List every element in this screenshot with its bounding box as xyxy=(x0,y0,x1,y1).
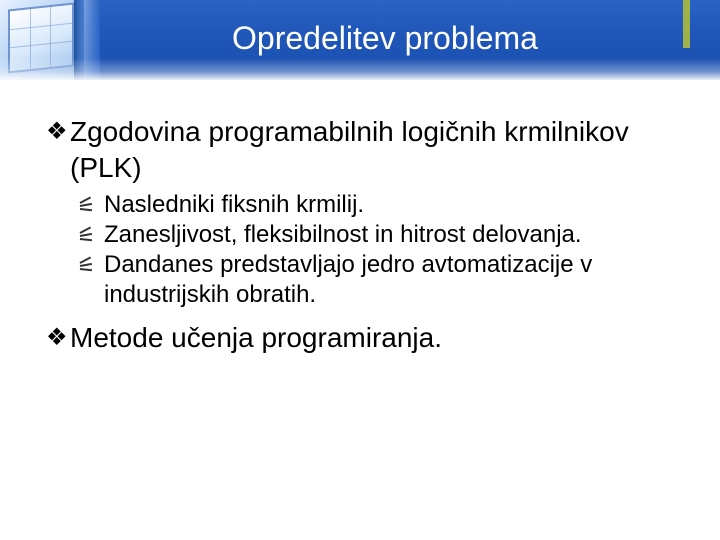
diamond-clover-bullet-icon: ❖ xyxy=(46,118,68,145)
bullet-text: Metode učenja programiranja. xyxy=(70,322,442,353)
fan-lines-bullet-icon xyxy=(80,259,94,271)
bullet-item-methods xyxy=(46,320,696,356)
bullet-text: Zgodovina programabilnih logičnih krmilnikov (PLK) xyxy=(70,116,629,183)
slide-title: Opredelitev problema xyxy=(232,20,538,56)
accent-bar xyxy=(683,0,690,48)
slide-header xyxy=(0,0,720,80)
sub-bullet-list xyxy=(46,190,696,310)
fan-lines-bullet-icon xyxy=(80,199,94,211)
bullet-item-history xyxy=(46,114,696,310)
sub-bullet-text: Dandanes predstavljajo jedro avtomatizacije v industrijskih obratih. xyxy=(104,251,593,308)
sub-bullet-text: Zanesljivost, fleksibilnost in hitrost delovanja. xyxy=(104,221,582,248)
slide-content xyxy=(46,114,696,356)
diamond-clover-bullet-icon: ❖ xyxy=(46,324,68,351)
sub-bullet-item xyxy=(46,250,696,310)
fan-lines-bullet-icon xyxy=(80,229,94,241)
sub-bullet-item xyxy=(46,220,696,250)
sub-bullet-text: Nasledniki fiksnih krmilij. xyxy=(104,191,365,218)
sub-bullet-item xyxy=(46,190,696,220)
